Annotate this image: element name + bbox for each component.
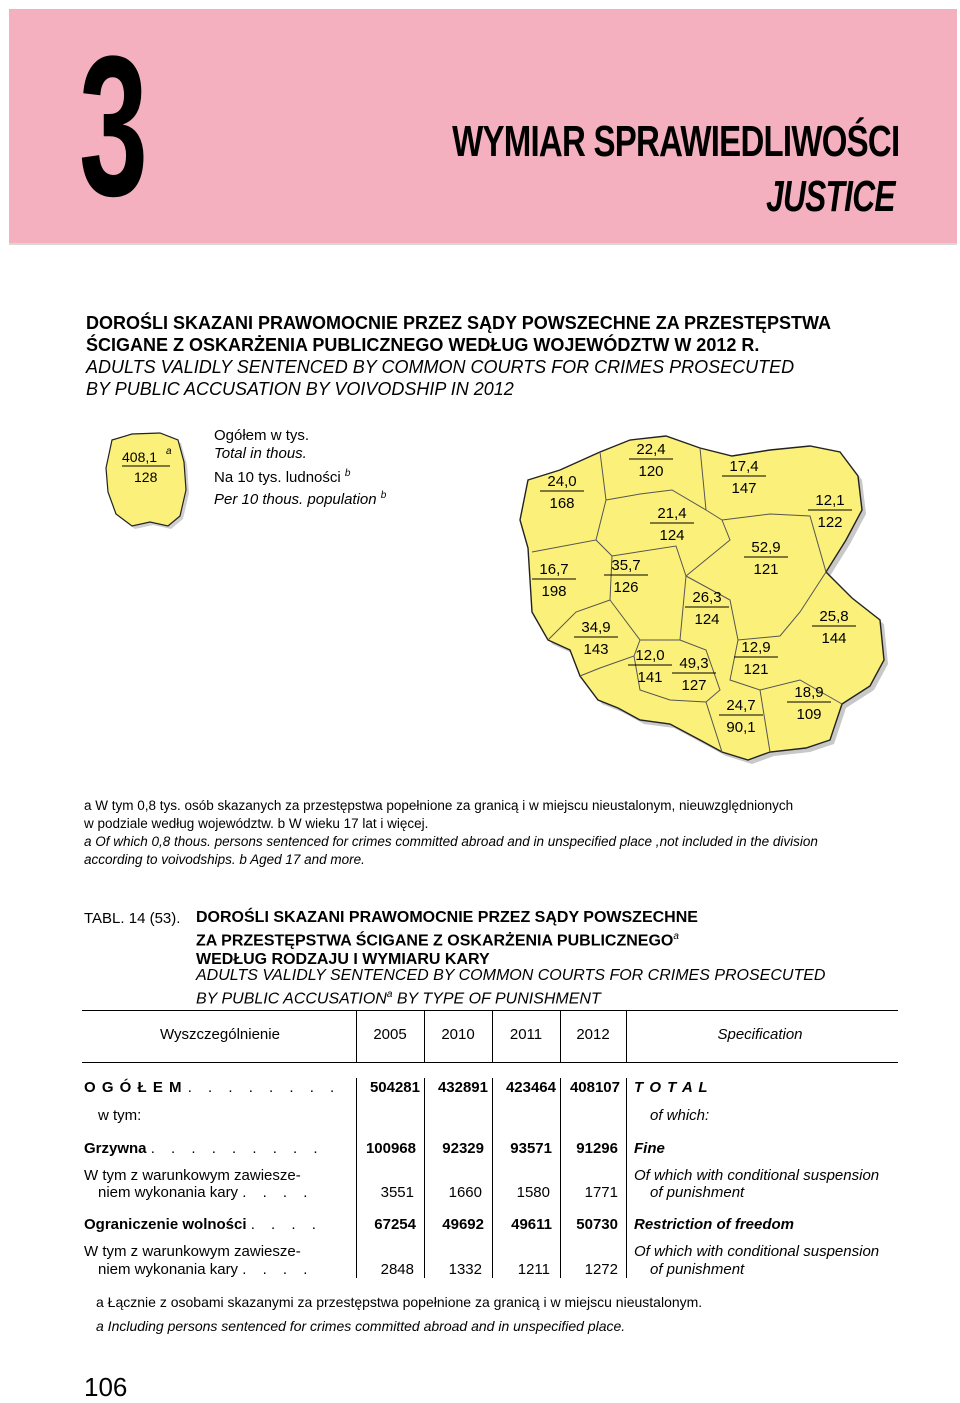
map-title-pl-line: DOROŚLI SKAZANI PRAWOMOCNIE PRZEZ SĄDY POWSZECHNE ZA PRZESTĘPSTWA — [86, 313, 832, 333]
legend-total-sup: a — [166, 446, 172, 457]
table-title-pl-line: ZA PRZESTĘPSTWA ŚCIGANE Z OSKARŻENIA PUBLICZNEGO$^a$ — [196, 931, 679, 950]
row-restr-susp-label-2: niem wykonania kary . . . . — [98, 1261, 314, 1278]
cell-restr-susp-2010: 1332 — [448, 1261, 482, 1278]
row-restriction-label: Ograniczenie wolności . . . . — [84, 1216, 322, 1233]
header-2005: 2005 — [373, 1026, 407, 1043]
cell-restr-susp-2011: 1211 — [517, 1261, 550, 1278]
row-fine-susp-label-1: W tym z warunkowym zawiesze- — [84, 1167, 301, 1184]
legend-line-1: Ogółem w tys. — [214, 427, 310, 444]
voivodship-per: 124 — [659, 527, 685, 544]
map-title-en-line: ADULTS VALIDLY SENTENCED BY COMMON COURTS FOR CRIMES PROSECUTED — [86, 357, 795, 377]
chapter-title-pl: WYMIAR SPRAWIEDLIWOŚCI — [451, 117, 899, 166]
table-title-pl — [196, 908, 698, 969]
voivodship-total: 12,9 — [741, 639, 771, 656]
table-title-pl-line: WEDŁUG RODZAJU I WYMIARU KARY — [196, 951, 490, 969]
chapter-number: 3 — [79, 15, 146, 238]
voivodship-total: 12,1 — [815, 492, 845, 509]
map-footnote-pl-1: a W tym 0,8 tys. osób skazanych za przestępstwa popełnione za granicą i w miejscu nieustalonym, nieuwzględnionych — [84, 798, 794, 813]
page-number: 106 — [84, 1372, 128, 1402]
row-of-which-label: w tym: — [98, 1107, 142, 1124]
legend-mini-map — [106, 433, 189, 529]
cell-total-2005: 504281 — [369, 1079, 420, 1096]
row-total-label-en: T O T A L — [634, 1079, 709, 1096]
cell-fine-2005: 100968 — [365, 1140, 416, 1157]
cell-restriction-2011: 49611 — [511, 1216, 552, 1233]
cell-restr-susp-2005: 2848 — [380, 1261, 414, 1278]
table-footnote-en: a Including persons sentenced for crimes committed abroad and in unspecified place. — [96, 1318, 626, 1334]
legend-total-value: 408,1 — [122, 449, 158, 465]
header-specification-en: Specification — [717, 1026, 803, 1043]
header-specification-pl: Wyszczególnienie — [160, 1026, 280, 1043]
voivodship-total: 26,3 — [692, 589, 722, 606]
col-divider — [492, 1010, 493, 1062]
row-restriction-label-en: Restriction of freedom — [634, 1216, 795, 1233]
col-divider — [356, 1078, 357, 1278]
voivodship-total: 25,8 — [819, 608, 849, 625]
row-fine-label: Grzywna . . . . . . . . . — [84, 1140, 324, 1157]
col-divider — [424, 1010, 425, 1062]
voivodship-per: 127 — [681, 677, 707, 694]
cell-fine-2012: 91296 — [576, 1140, 618, 1157]
row-restr-susp-label-1: W tym z warunkowym zawiesze- — [84, 1243, 301, 1260]
voivodship-total: 24,0 — [547, 473, 577, 490]
voivodship-total: 21,4 — [657, 505, 687, 522]
row-restr-susp-label-en-1: Of which with conditional suspension — [634, 1243, 880, 1260]
header-2012: 2012 — [576, 1026, 610, 1043]
voivodship-per: 126 — [613, 579, 639, 596]
voivodship-total: 22,4 — [636, 441, 666, 458]
col-divider — [560, 1010, 561, 1062]
voivodship-total: 17,4 — [729, 458, 759, 475]
cell-restr-susp-2012: 1272 — [584, 1261, 618, 1278]
map-footnote-pl-2: w podziale według województw. b W wieku 17 lat i więcej. — [84, 816, 429, 831]
cell-fine-susp-2012: 1771 — [584, 1184, 618, 1201]
cell-restriction-2005: 67254 — [374, 1216, 416, 1233]
table-title-en — [196, 966, 825, 1008]
voivodship-total: 49,3 — [679, 655, 709, 672]
voivodship-total: 34,9 — [581, 619, 611, 636]
voivodship-per: 141 — [637, 669, 663, 686]
table-title-en-line: ADULTS VALIDLY SENTENCED BY COMMON COURTS FOR CRIMES PROSECUTED — [196, 967, 826, 984]
table-footnote-pl: a Łącznie z osobami skazanymi za przestępstwa popełnione za granicą i w miejscu nieustalonym. — [96, 1294, 703, 1310]
voivodship-per: 120 — [638, 463, 664, 480]
cell-restriction-2010: 49692 — [442, 1216, 484, 1233]
col-divider — [626, 1010, 627, 1062]
cell-fine-2010: 92329 — [442, 1140, 484, 1157]
col-divider — [356, 1010, 357, 1062]
table-label: TABL. 14 (53). — [84, 910, 181, 927]
map-footnote-en-2: according to voivodships. b Aged 17 and more. — [84, 852, 365, 867]
legend-line-4: Per 10 thous. population $^b$ — [214, 490, 387, 508]
table-title-en-line: BY PUBLIC ACCUSATION$^a$ BY TYPE OF PUNISHMENT — [196, 989, 601, 1008]
chapter-title-en: JUSTICE — [766, 172, 895, 221]
voivodship-total: 16,7 — [539, 561, 569, 578]
cell-total-2011: 423464 — [505, 1079, 556, 1096]
cell-restriction-2012: 50730 — [576, 1216, 618, 1233]
voivodship-per: 124 — [694, 611, 720, 628]
cell-fine-susp-2005: 3551 — [380, 1184, 414, 1201]
header-2011: 2011 — [509, 1026, 543, 1043]
voivodship-per: 121 — [753, 561, 779, 578]
legend-line-3: Na 10 tys. ludności $^b$ — [214, 468, 351, 486]
voivodship-total: 24,7 — [726, 697, 756, 714]
cell-fine-susp-2011: 1580 — [516, 1184, 550, 1201]
map-footnote-en-1: a Of which 0,8 thous. persons sentenced for crimes committed abroad and in unspecified place ,not included in the division — [84, 834, 818, 849]
voivodship-per: 144 — [821, 630, 847, 647]
table-title-pl-line: DOROŚLI SKAZANI PRAWOMOCNIE PRZEZ SĄDY POWSZECHNE — [196, 909, 698, 926]
map-title-en-line: BY PUBLIC ACCUSATION BY VOIVODSHIP IN 2012 — [86, 379, 514, 399]
table-header-rule — [82, 1062, 898, 1063]
cell-total-2010: 432891 — [437, 1079, 488, 1096]
row-total-label: O G Ó Ł E M . . . . . . . . — [84, 1079, 341, 1096]
cell-fine-susp-2010: 1660 — [448, 1184, 482, 1201]
row-restr-susp-label-en-2: of punishment — [650, 1261, 745, 1278]
voivodship-total: 52,9 — [751, 539, 781, 556]
cell-total-2012: 408107 — [569, 1079, 620, 1096]
cell-fine-2011: 93571 — [510, 1140, 552, 1157]
voivodship-total: 35,7 — [611, 557, 641, 574]
voivodship-per: 109 — [796, 706, 822, 723]
row-fine-susp-label-en-2: of punishment — [650, 1184, 745, 1201]
voivodship-per: 122 — [817, 514, 843, 531]
voivodship-per: 198 — [541, 583, 567, 600]
voivodship-total: 12,0 — [635, 647, 665, 664]
voivodship-per: 90,1 — [726, 719, 756, 736]
voivodship-per: 168 — [549, 495, 575, 512]
voivodship-per: 121 — [743, 661, 769, 678]
row-fine-susp-label-2: niem wykonania kary . . . . — [98, 1184, 314, 1201]
voivodship-per: 143 — [583, 641, 609, 658]
row-of-which-label-en: of which: — [650, 1107, 710, 1124]
map-title-pl-line: ŚCIGANE Z OSKARŻENIA PUBLICZNEGO WEDŁUG WOJEWÓDZTW W 2012 R. — [86, 335, 760, 355]
col-divider — [626, 1078, 627, 1278]
row-fine-label-en: Fine — [634, 1140, 665, 1157]
col-divider — [492, 1078, 493, 1278]
legend-line-2: Total in thous. — [214, 445, 307, 462]
col-divider — [424, 1078, 425, 1278]
legend-per-value: 128 — [134, 469, 158, 485]
table-top-rule — [82, 1010, 898, 1011]
voivodship-total: 18,9 — [794, 684, 824, 701]
voivodship-per: 147 — [731, 480, 757, 497]
row-fine-susp-label-en-1: Of which with conditional suspension — [634, 1167, 880, 1184]
col-divider — [560, 1078, 561, 1278]
header-2010: 2010 — [441, 1026, 475, 1043]
